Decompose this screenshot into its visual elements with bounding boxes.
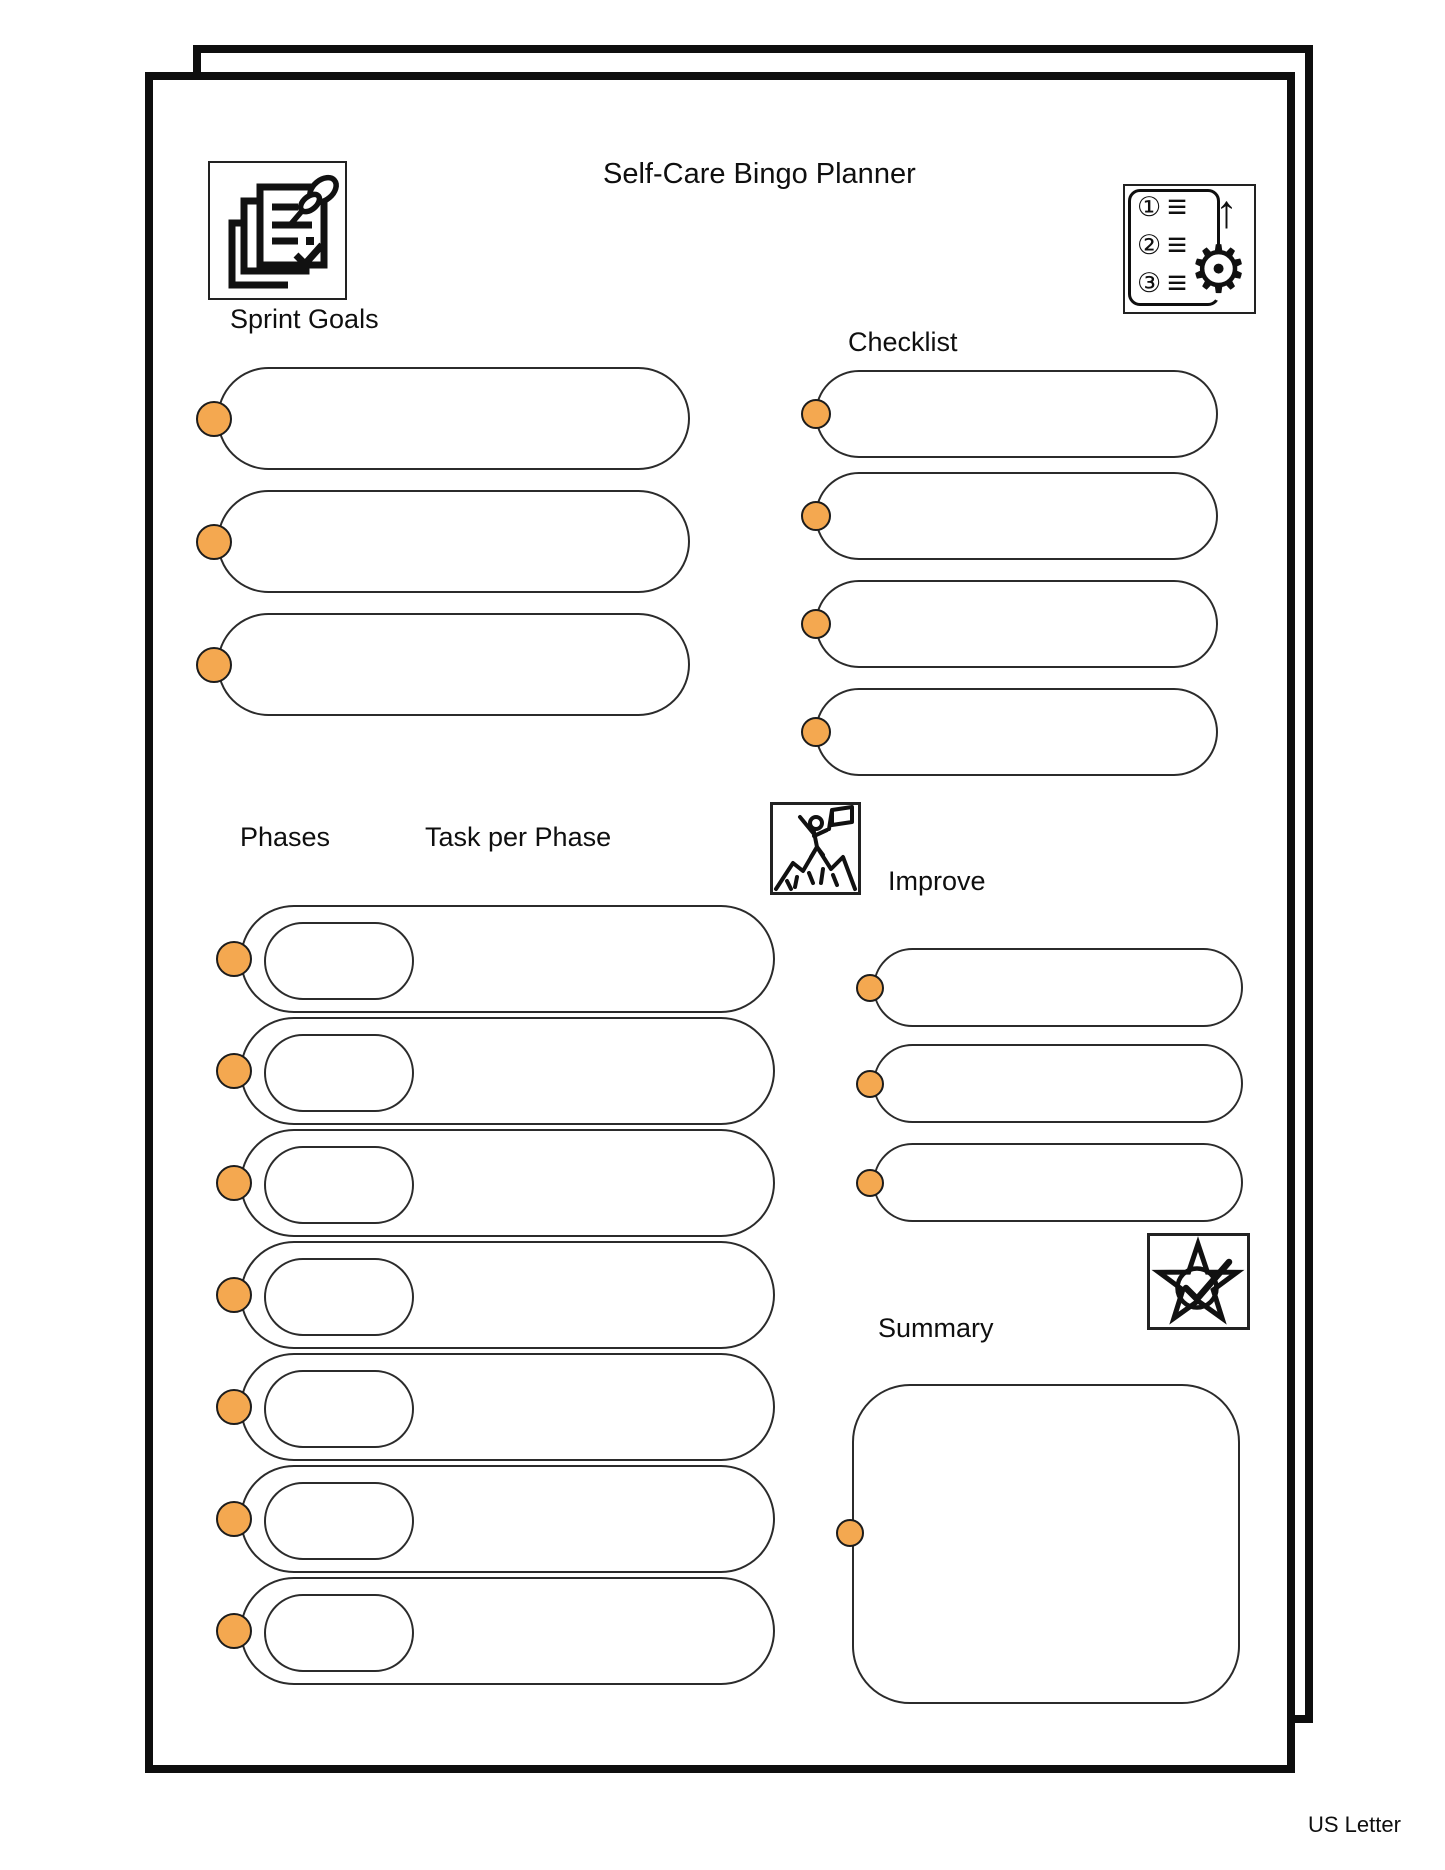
slot-marker-dot [196, 647, 232, 683]
circled-two-glyph: ② [1137, 229, 1162, 260]
paper-size-label: US Letter [1308, 1812, 1401, 1837]
slot-marker-dot [856, 974, 884, 1002]
section-label-phases: Phases [240, 822, 331, 852]
star-check-icon [1147, 1233, 1250, 1330]
phase-row[interactable] [240, 1465, 775, 1573]
slot-marker-dot [836, 1519, 864, 1547]
list-lines-glyph: ≡ [1167, 264, 1186, 302]
checklist-slot[interactable] [815, 580, 1218, 668]
slot-marker-dot [801, 717, 831, 747]
checklist-slot[interactable] [815, 472, 1218, 560]
circled-one-glyph: ① [1137, 191, 1162, 222]
section-label-task-per-phase: Task per Phase [425, 822, 612, 852]
slot-marker-dot [801, 501, 831, 531]
slot-marker-dot [216, 1389, 252, 1425]
checklist-slot[interactable] [815, 370, 1218, 458]
slot-marker-dot [196, 524, 232, 560]
slot-marker-dot [856, 1070, 884, 1098]
phase-name-slot[interactable] [264, 922, 414, 1000]
sprint-goal-slot[interactable] [217, 613, 690, 716]
slot-marker-dot [216, 1501, 252, 1537]
pinned-notes-icon [208, 161, 347, 300]
phase-name-slot[interactable] [264, 1146, 414, 1224]
phase-row[interactable] [240, 1017, 775, 1125]
up-arrow-icon: ↑ [1215, 185, 1238, 237]
improve-slot[interactable] [873, 1143, 1243, 1222]
phase-name-slot[interactable] [264, 1482, 414, 1560]
page-title: Self-Care Bingo Planner [603, 158, 916, 190]
slot-marker-dot [216, 1053, 252, 1089]
section-label-improve: Improve [888, 866, 986, 896]
phase-name-slot[interactable] [264, 1370, 414, 1448]
phase-row[interactable] [240, 1353, 775, 1461]
slot-marker-dot [801, 609, 831, 639]
improve-slot[interactable] [873, 1044, 1243, 1123]
phase-row[interactable] [240, 1129, 775, 1237]
checklist-slot[interactable] [815, 688, 1218, 776]
slot-marker-dot [196, 401, 232, 437]
phase-row[interactable] [240, 1241, 775, 1349]
slot-marker-dot [856, 1169, 884, 1197]
slot-marker-dot [216, 1613, 252, 1649]
slot-marker-dot [216, 1165, 252, 1201]
phase-name-slot[interactable] [264, 1258, 414, 1336]
gear-icon: ⚙ [1189, 232, 1249, 306]
sprint-goal-slot[interactable] [217, 367, 690, 470]
section-label-summary: Summary [878, 1313, 994, 1343]
slot-marker-dot [801, 399, 831, 429]
numbered-list-gear-icon [1123, 184, 1256, 314]
section-label-checklist: Checklist [848, 327, 958, 357]
phase-row[interactable] [240, 905, 775, 1013]
section-label-sprint-goals: Sprint Goals [230, 304, 379, 334]
phase-name-slot[interactable] [264, 1034, 414, 1112]
circled-three-glyph: ③ [1137, 267, 1162, 298]
slot-marker-dot [216, 941, 252, 977]
phase-row[interactable] [240, 1577, 775, 1685]
phase-name-slot[interactable] [264, 1594, 414, 1672]
sprint-goal-slot[interactable] [217, 490, 690, 593]
summary-box[interactable] [852, 1384, 1240, 1704]
list-lines-glyph: ≡ [1167, 188, 1186, 226]
improve-slot[interactable] [873, 948, 1243, 1027]
slot-marker-dot [216, 1277, 252, 1313]
mountain-flag-icon [770, 802, 861, 895]
list-lines-glyph: ≡ [1167, 226, 1186, 264]
